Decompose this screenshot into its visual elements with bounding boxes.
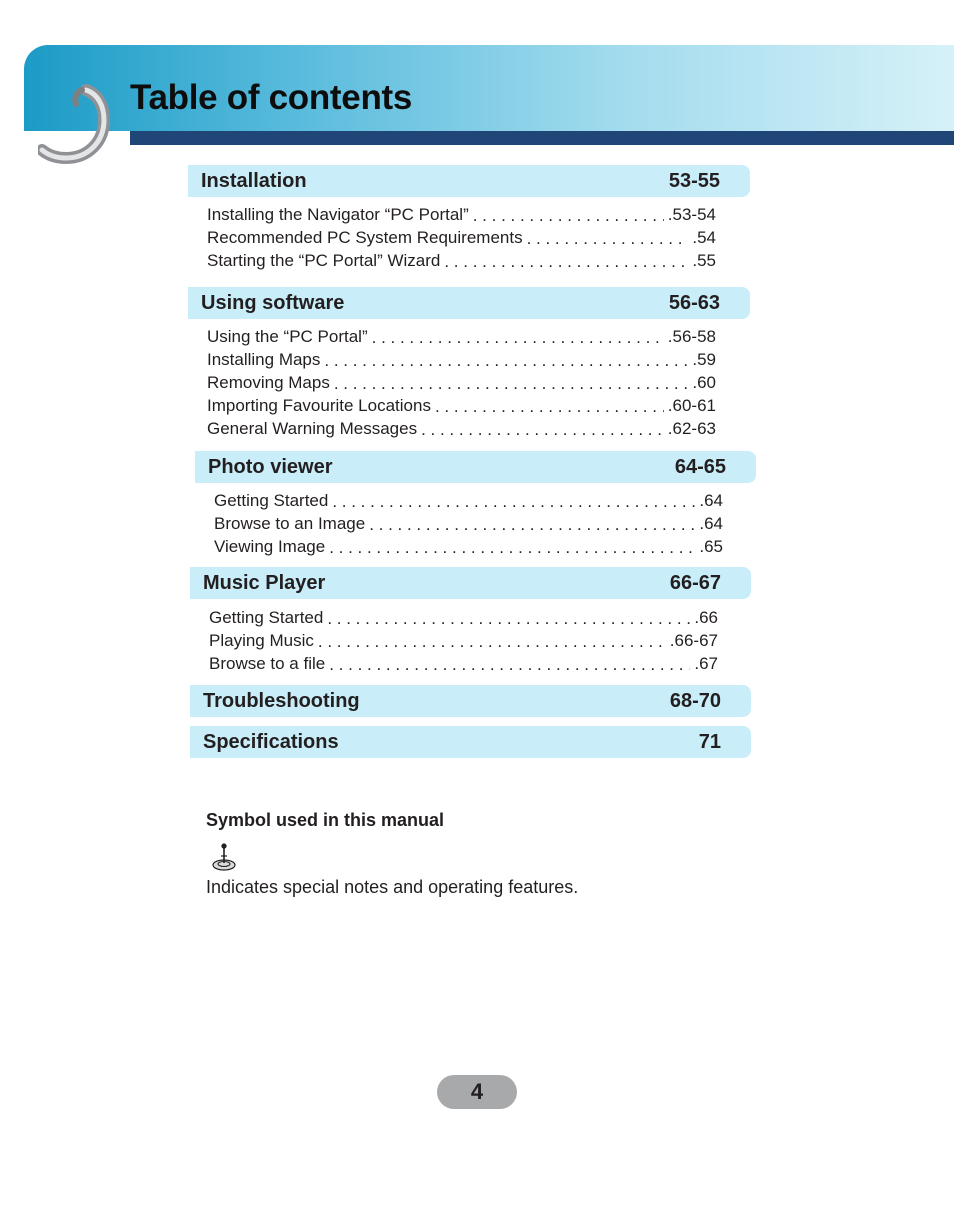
section-bar-photo-viewer[interactable] xyxy=(195,451,756,483)
dot-leader xyxy=(435,398,664,416)
section-title: Music Player xyxy=(203,571,326,594)
toc-entry[interactable] xyxy=(207,370,716,393)
entry-list-music-player xyxy=(209,605,718,674)
entry-page: .65 xyxy=(699,537,723,556)
entry-page: .66-67 xyxy=(669,631,718,650)
section-title: Photo viewer xyxy=(208,455,333,478)
entry-page: .56-58 xyxy=(667,327,716,346)
section-bar-installation[interactable] xyxy=(188,165,750,197)
dot-leader xyxy=(444,253,688,271)
entry-label: Browse to a file xyxy=(209,654,326,673)
entry-page: .64 xyxy=(699,514,723,533)
entry-list-installation xyxy=(207,202,716,271)
dot-leader xyxy=(473,207,664,225)
entry-label: Installing the Navigator “PC Portal” xyxy=(207,205,469,224)
entry-label: Getting Started xyxy=(209,608,324,627)
toc-entry[interactable] xyxy=(214,534,723,557)
entry-label: Installing Maps xyxy=(207,350,321,369)
toc-entry[interactable] xyxy=(207,225,716,248)
dot-leader xyxy=(318,633,666,651)
dot-leader xyxy=(421,421,664,439)
entry-page: .62-63 xyxy=(667,419,716,438)
section-bar-specifications[interactable] xyxy=(190,726,751,758)
entry-page: .53-54 xyxy=(667,205,716,224)
entry-page: .60 xyxy=(692,373,716,392)
dot-leader xyxy=(334,375,689,393)
entry-label: Playing Music xyxy=(209,631,314,650)
entry-label: Removing Maps xyxy=(207,373,330,392)
entry-page: .59 xyxy=(692,350,716,369)
dot-leader xyxy=(332,493,695,511)
section-pages: 64-65 xyxy=(674,455,726,478)
entry-page: .64 xyxy=(699,491,723,510)
dot-leader xyxy=(327,610,690,628)
entry-page: .55 xyxy=(692,251,716,270)
entry-label: Using the “PC Portal” xyxy=(207,327,368,346)
section-pages: 71 xyxy=(698,730,721,753)
header-bar xyxy=(130,131,954,145)
section-bar-music-player[interactable] xyxy=(190,567,751,599)
section-bar-troubleshooting[interactable] xyxy=(190,685,751,717)
entry-list-photo-viewer xyxy=(214,488,723,557)
dot-leader xyxy=(372,329,664,347)
entry-label: Browse to an Image xyxy=(214,514,366,533)
page-number: 4 xyxy=(470,1079,484,1104)
section-pages: 53-55 xyxy=(668,169,720,192)
toc-entry[interactable] xyxy=(214,511,723,534)
page-title: Table of contents xyxy=(130,78,413,117)
toc-entry[interactable] xyxy=(207,347,716,370)
entry-label: Importing Favourite Locations xyxy=(207,396,431,415)
section-title: Troubleshooting xyxy=(203,689,360,712)
toc-entry[interactable] xyxy=(207,202,716,225)
symbol-heading: Symbol used in this manual xyxy=(206,810,445,830)
toc-entry[interactable] xyxy=(207,416,716,439)
entry-label: General Warning Messages xyxy=(207,419,418,438)
note-icon xyxy=(211,842,237,872)
dot-leader xyxy=(329,656,690,674)
toc-entry[interactable] xyxy=(214,488,723,511)
section-bar-using-software[interactable] xyxy=(188,287,750,319)
entry-page: .54 xyxy=(692,228,716,247)
dot-leader xyxy=(369,516,695,534)
entry-label: Recommended PC System Requirements xyxy=(207,228,523,247)
section-title: Specifications xyxy=(203,730,339,753)
entry-label: Starting the “PC Portal” Wizard xyxy=(207,251,441,270)
entry-label: Viewing Image xyxy=(214,537,326,556)
section-pages: 66-67 xyxy=(669,571,721,594)
dot-leader xyxy=(324,352,688,370)
toc-entry[interactable] xyxy=(209,651,718,674)
toc-entry[interactable] xyxy=(207,248,716,271)
dot-leader xyxy=(329,539,695,557)
toc-entry[interactable] xyxy=(207,393,716,416)
toc-entry[interactable] xyxy=(207,324,716,347)
entry-list-using-software xyxy=(207,324,716,439)
section-title: Using software xyxy=(201,291,345,314)
section-pages: 56-63 xyxy=(668,291,720,314)
entry-label: Getting Started xyxy=(214,491,329,510)
section-pages: 68-70 xyxy=(669,689,721,712)
entry-page: .66 xyxy=(694,608,718,627)
entry-page: .60-61 xyxy=(667,396,716,415)
entry-page: .67 xyxy=(694,654,718,673)
note-description: Indicates special notes and operating features. xyxy=(206,877,579,897)
section-title: Installation xyxy=(201,169,307,192)
dot-leader xyxy=(527,230,689,248)
toc-entry[interactable] xyxy=(209,605,718,628)
ring-binder-icon xyxy=(38,84,112,166)
toc-entry[interactable] xyxy=(209,628,718,651)
page-number-badge xyxy=(437,1075,517,1109)
